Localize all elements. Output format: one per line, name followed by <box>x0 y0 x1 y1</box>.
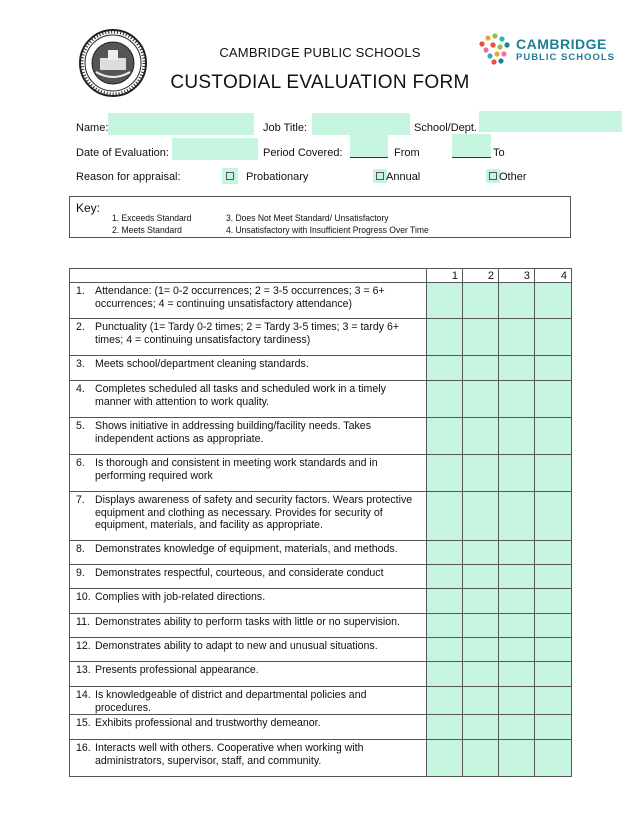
probationary-label: Probationary <box>246 171 309 183</box>
score-cell-4[interactable] <box>535 565 572 589</box>
score-cell-2[interactable] <box>463 614 499 638</box>
score-cell-1[interactable] <box>427 418 463 455</box>
criterion-number: 12. <box>76 640 91 652</box>
school-dept-field[interactable] <box>479 111 622 132</box>
table-row <box>70 455 572 492</box>
criterion-text: Attendance: (1= 0-2 occurrences; 2 = 3-5 occurrences; 3 = 6+ occurrences; 4 = continuing unsatisfactory attendance) <box>95 285 385 310</box>
criterion-number: 8. <box>76 543 85 555</box>
criterion-text: Complies with job-related directions. <box>95 591 266 603</box>
score-cell-1[interactable] <box>427 589 463 614</box>
criterion-cell <box>70 455 427 492</box>
score-cell-2[interactable] <box>463 541 499 565</box>
criterion-number: 9. <box>76 567 85 579</box>
city-seal-icon <box>78 28 148 98</box>
score-cell-4[interactable] <box>535 283 572 319</box>
score-cell-2[interactable] <box>463 662 499 687</box>
annual-label: Annual <box>386 171 421 183</box>
criterion-text: Demonstrates ability to perform tasks with little or no supervision. <box>95 616 400 628</box>
score-cell-2[interactable] <box>463 589 499 614</box>
criterion-cell <box>70 541 427 565</box>
score-cell-4[interactable] <box>535 319 572 356</box>
score-cell-1[interactable] <box>427 381 463 418</box>
criterion-number: 4. <box>76 383 85 395</box>
annual-checkbox-area[interactable] <box>373 169 387 183</box>
table-row <box>70 283 572 319</box>
name-label: Name: <box>76 122 109 134</box>
criterion-text: Interacts well with others. Cooperative when working with administrators, supervisor, staff, and community. <box>95 742 364 767</box>
score-cell-4[interactable] <box>535 541 572 565</box>
table-row <box>70 662 572 687</box>
score-cell-3[interactable] <box>499 638 535 662</box>
score-cell-3[interactable] <box>499 283 535 319</box>
criterion-cell <box>70 614 427 638</box>
score-cell-3[interactable] <box>499 687 535 715</box>
score-cell-4[interactable] <box>535 356 572 381</box>
criterion-cell <box>70 381 427 418</box>
score-cell-3[interactable] <box>499 541 535 565</box>
date-field[interactable] <box>172 138 258 160</box>
table-row <box>70 541 572 565</box>
probationary-checkbox-area[interactable] <box>222 168 238 184</box>
score-cell-2[interactable] <box>463 715 499 740</box>
score-cell-3[interactable] <box>499 418 535 455</box>
table-row <box>70 715 572 740</box>
score-cell-4[interactable] <box>535 715 572 740</box>
score-cell-2[interactable] <box>463 492 499 541</box>
other-checkbox-area[interactable] <box>486 169 500 183</box>
key-item-1: 1. Exceeds Standard <box>112 213 192 224</box>
table-row <box>70 492 572 541</box>
criterion-cell <box>70 418 427 455</box>
table-row <box>70 740 572 777</box>
criterion-cell <box>70 715 427 740</box>
score-cell-4[interactable] <box>535 740 572 777</box>
criterion-cell <box>70 356 427 381</box>
criterion-cell <box>70 740 427 777</box>
criterion-text: Demonstrates ability to adapt to new and unusual situations. <box>95 640 378 652</box>
table-row <box>70 614 572 638</box>
score-cell-1[interactable] <box>427 319 463 356</box>
criterion-cell <box>70 687 427 715</box>
logo-line1: CAMBRIDGE <box>516 36 607 52</box>
criterion-text: Displays awareness of safety and security factors. Wears protective equipment and clothing as necessary. Provides for security of equipment, materials, and facility as appropriate. <box>95 494 413 531</box>
score-cell-1[interactable] <box>427 492 463 541</box>
criterion-number: 13. <box>76 664 91 676</box>
score-cell-4[interactable] <box>535 687 572 715</box>
score-header-2: 2 <box>463 269 499 283</box>
score-cell-4[interactable] <box>535 492 572 541</box>
to-label: To <box>493 147 505 159</box>
score-cell-4[interactable] <box>535 455 572 492</box>
score-cell-1[interactable] <box>427 283 463 319</box>
score-cell-2[interactable] <box>463 283 499 319</box>
score-cell-1[interactable] <box>427 565 463 589</box>
criterion-number: 15. <box>76 717 91 729</box>
score-cell-2[interactable] <box>463 356 499 381</box>
score-cell-2[interactable] <box>463 455 499 492</box>
score-cell-4[interactable] <box>535 589 572 614</box>
score-cell-3[interactable] <box>499 381 535 418</box>
criterion-number: 14. <box>76 689 91 701</box>
score-cell-3[interactable] <box>499 356 535 381</box>
table-header-row <box>70 269 572 283</box>
score-cell-1[interactable] <box>427 662 463 687</box>
criterion-text: Punctuality (1= Tardy 0-2 times; 2 = Tardy 3-5 times; 3 = tardy 6+ times; 4 = continuing unsatisfactory tardiness) <box>95 321 400 346</box>
logo-line2: PUBLIC SCHOOLS <box>516 52 615 63</box>
table-row <box>70 638 572 662</box>
score-cell-4[interactable] <box>535 418 572 455</box>
score-cell-1[interactable] <box>427 687 463 715</box>
key-item-3: 3. Does Not Meet Standard/ Unsatisfactory <box>226 213 389 224</box>
criterion-number: 10. <box>76 591 91 603</box>
score-cell-2[interactable] <box>463 319 499 356</box>
other-checkbox[interactable] <box>489 172 497 180</box>
criterion-text: Shows initiative in addressing building/facility needs. Takes independent actions as appropriate. <box>95 420 371 445</box>
table-row <box>70 565 572 589</box>
criterion-text: Presents professional appearance. <box>95 664 259 676</box>
score-header-3: 3 <box>499 269 535 283</box>
key-title: Key: <box>76 201 101 215</box>
period-from-field[interactable] <box>350 134 388 158</box>
key-item-4: 4. Unsatisfactory with Insufficient Progress Over Time <box>226 225 429 236</box>
score-cell-3[interactable] <box>499 492 535 541</box>
score-header-4: 4 <box>535 269 572 283</box>
job-title-label: Job Title: <box>263 122 308 134</box>
table-row <box>70 381 572 418</box>
score-cell-1[interactable] <box>427 638 463 662</box>
criterion-cell <box>70 283 427 319</box>
criterion-number: 2. <box>76 321 85 333</box>
score-cell-3[interactable] <box>499 614 535 638</box>
criterion-text: Is thorough and consistent in meeting work standards and in performing required work <box>95 457 378 482</box>
score-cell-3[interactable] <box>499 565 535 589</box>
table-row <box>70 356 572 381</box>
reason-label: Reason for appraisal: <box>76 171 181 183</box>
criterion-number: 6. <box>76 457 85 469</box>
score-cell-1[interactable] <box>427 356 463 381</box>
criterion-cell <box>70 662 427 687</box>
period-to-field[interactable] <box>452 134 491 158</box>
score-cell-2[interactable] <box>463 565 499 589</box>
evaluation-table <box>69 268 572 777</box>
score-cell-2[interactable] <box>463 638 499 662</box>
score-cell-4[interactable] <box>535 614 572 638</box>
criterion-text: Demonstrates knowledge of equipment, materials, and methods. <box>95 543 398 555</box>
score-cell-1[interactable] <box>427 740 463 777</box>
score-cell-3[interactable] <box>499 715 535 740</box>
table-row <box>70 319 572 356</box>
score-cell-3[interactable] <box>499 589 535 614</box>
score-cell-3[interactable] <box>499 455 535 492</box>
criterion-cell <box>70 638 427 662</box>
criterion-cell <box>70 565 427 589</box>
criterion-text: Meets school/department cleaning standards. <box>95 358 309 370</box>
score-cell-4[interactable] <box>535 638 572 662</box>
criterion-number: 11. <box>76 616 90 628</box>
probationary-checkbox[interactable] <box>226 172 234 180</box>
criterion-cell <box>70 589 427 614</box>
score-cell-1[interactable] <box>427 541 463 565</box>
criterion-number: 7. <box>76 494 85 506</box>
criterion-text: Exhibits professional and trustworthy demeanor. <box>95 717 321 729</box>
criterion-cell <box>70 319 427 356</box>
criterion-number: 3. <box>76 358 85 370</box>
score-header-1: 1 <box>427 269 463 283</box>
criterion-text: Demonstrates respectful, courteous, and considerate conduct <box>95 567 384 579</box>
criterion-number: 1. <box>76 285 85 297</box>
score-cell-1[interactable] <box>427 455 463 492</box>
score-cell-3[interactable] <box>499 662 535 687</box>
other-label: Other <box>499 171 527 183</box>
table-row <box>70 687 572 715</box>
table-row <box>70 418 572 455</box>
date-label: Date of Evaluation: <box>76 147 169 159</box>
org-name: CAMBRIDGE PUBLIC SCHOOLS <box>219 45 421 60</box>
score-cell-4[interactable] <box>535 381 572 418</box>
score-cell-2[interactable] <box>463 381 499 418</box>
score-cell-2[interactable] <box>463 418 499 455</box>
job-title-field[interactable] <box>312 113 410 135</box>
score-cell-3[interactable] <box>499 740 535 777</box>
form-title: CUSTODIAL EVALUATION FORM <box>170 72 470 93</box>
school-dept-label: School/Dept. <box>414 122 477 134</box>
name-field[interactable] <box>108 113 254 135</box>
score-cell-3[interactable] <box>499 319 535 356</box>
annual-checkbox[interactable] <box>376 172 384 180</box>
score-cell-2[interactable] <box>463 687 499 715</box>
criterion-text: Is knowledgeable of district and departmental policies and procedures. <box>95 689 367 714</box>
score-cell-2[interactable] <box>463 740 499 777</box>
table-row <box>70 589 572 614</box>
criterion-cell <box>70 492 427 541</box>
criterion-number: 5. <box>76 420 85 432</box>
score-cell-1[interactable] <box>427 715 463 740</box>
criterion-text: Completes scheduled all tasks and scheduled work in a timely manner with attention to work quality. <box>95 383 386 408</box>
score-cell-4[interactable] <box>535 662 572 687</box>
period-label: Period Covered: <box>263 147 343 159</box>
score-cell-1[interactable] <box>427 614 463 638</box>
key-item-2: 2. Meets Standard <box>112 225 182 236</box>
from-label: From <box>394 147 420 159</box>
criteria-header <box>70 269 427 283</box>
criterion-number: 16. <box>76 742 91 754</box>
